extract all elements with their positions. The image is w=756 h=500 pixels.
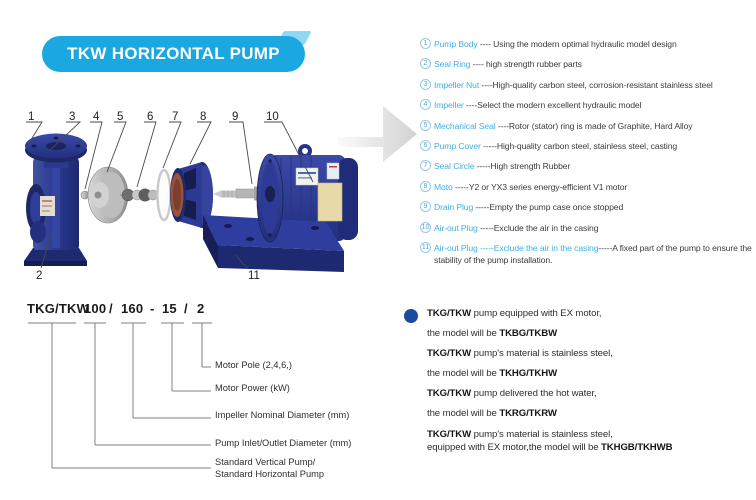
- direction-arrow-icon: [338, 106, 417, 162]
- part-description: -----A fixed part of the pump to ensure the stability of the pump installation.: [434, 242, 752, 265]
- part-name: Impeller Nut: [434, 79, 480, 90]
- annotation-motor-pole: Motor Pole (2,4,6,): [215, 360, 292, 370]
- shaft-part: [213, 187, 264, 201]
- part-description: -----Empty the pump case once stopped: [473, 202, 624, 213]
- parts-list-item: [420, 79, 756, 91]
- model-token-pole: 2: [197, 301, 205, 316]
- motor-flange-part: [257, 154, 283, 242]
- note-line: TKG/TKW pump equipped with EX motor,: [427, 308, 602, 319]
- pump-body-part: [24, 134, 87, 267]
- page-title: TKW HORIZONTAL PUMP: [67, 44, 280, 63]
- parts-list: [420, 38, 756, 274]
- model-token-power: 15: [162, 301, 177, 316]
- note-line: TKG/TKW pump's material is stainless steel,: [427, 348, 613, 359]
- part-description: ----Select the modern excellent hydraulic model: [463, 100, 642, 111]
- circled-number: 4: [420, 99, 431, 110]
- part-name: Air-out Plug: [434, 242, 478, 253]
- model-token-series: TKG/TKW: [27, 301, 90, 316]
- note-line: the model will be TKRG/TKRW: [427, 408, 557, 419]
- circled-number: 3: [420, 79, 431, 90]
- bullet-circle-icon: [404, 309, 418, 323]
- model-token-slash2: /: [184, 301, 188, 316]
- circled-number: 1: [420, 38, 431, 49]
- parts-list-item: [420, 201, 756, 213]
- part-number-10: 10: [266, 111, 279, 123]
- part-description: -----Exclude the air in the casing: [477, 222, 599, 233]
- model-token-impeller: 160: [121, 301, 144, 316]
- circled-number: 8: [420, 181, 431, 192]
- part-number-9: 9: [232, 111, 239, 123]
- part-description: -----High strength Rubber: [474, 161, 571, 172]
- part-name: Drain Plug: [434, 202, 474, 213]
- part-name: Seal Ring: [434, 59, 471, 70]
- annotation-pump-type: [215, 457, 324, 480]
- part-name: Pump Body: [434, 39, 478, 49]
- parts-list-item: [420, 58, 756, 70]
- part-name: Moto: [434, 181, 453, 192]
- note-line: equipped with EX motor,the model will be TKHGB/TKHWB: [427, 442, 673, 453]
- circled-number: 10: [421, 223, 430, 231]
- mechanical-seal-part: [120, 189, 158, 202]
- part-number-2: 2: [36, 270, 43, 282]
- model-token-inlet: 100: [84, 301, 107, 316]
- annotation-inlet-outlet: Pump Inlet/Outlet Diameter (mm): [215, 438, 352, 448]
- part-number-4: 4: [93, 111, 100, 123]
- annotation-motor-power: Motor Power (kW): [215, 383, 290, 393]
- annotation-pump-type-line1: Standard Vertical Pump/: [215, 457, 316, 467]
- parts-list-item: [420, 242, 756, 266]
- part-name: Mechanical Seal: [434, 120, 496, 131]
- model-token-slash: /: [109, 301, 113, 316]
- circled-number: 5: [420, 120, 431, 131]
- part-number-8: 8: [200, 111, 207, 123]
- title-ribbon: [42, 36, 305, 72]
- parts-list-item: [420, 222, 756, 234]
- note-line: TKG/TKW pump's material is stainless steel,: [427, 429, 613, 440]
- model-variant-notes: [427, 304, 753, 454]
- circled-number: 9: [420, 201, 431, 212]
- part-number-11: 11: [248, 270, 260, 282]
- parts-list-item: [420, 140, 756, 152]
- annotation-pump-type-line2: Standard Horizontal Pump: [215, 468, 325, 479]
- part-name: Pump Cover: [434, 140, 481, 151]
- parts-list-item: [420, 181, 756, 193]
- part-number-6: 6: [147, 111, 154, 123]
- exploded-pump-diagram: [0, 98, 430, 293]
- part-name: Seal Circle: [434, 161, 475, 172]
- part-number-7: 7: [172, 111, 179, 123]
- part-description: ---- high strength rubber parts: [470, 59, 582, 70]
- part-number-3: 3: [69, 111, 76, 123]
- part-number-5: 5: [117, 111, 124, 123]
- part-number-1: 1: [28, 111, 35, 123]
- part-name: Impeller: [434, 100, 464, 111]
- circled-number: 6: [420, 140, 431, 151]
- note-line: the model will be TKBG/TKBW: [427, 328, 558, 339]
- note-line: the model will be TKHG/TKHW: [427, 368, 558, 379]
- part-description: ---- Using the modern optimal hydraulic model design: [477, 39, 677, 49]
- part-description: ----High-quality carbon steel, corrosion-resistant stainless steel: [479, 79, 713, 90]
- part-name: Air-out Plug: [434, 222, 478, 233]
- parts-list-item: [420, 120, 756, 132]
- part-description: -----High-quality carbon steel, stainless steel, casting: [480, 140, 678, 151]
- annotation-impeller-diameter: Impeller Nominal Diameter (mm): [215, 410, 350, 420]
- parts-list-item: [420, 38, 756, 50]
- note-line: TKG/TKW pump delivered the hot water,: [427, 388, 597, 399]
- part-description-blue: -----Exclude the air in the casing: [477, 242, 599, 253]
- circled-number: 11: [421, 243, 430, 251]
- part-description: ----Rotor (stator) ring is made of Graphite, Hard Alloy: [495, 120, 693, 131]
- part-description: -----Y2 or YX3 series energy-efficient V1 motor: [452, 181, 628, 192]
- circled-number: 2: [420, 58, 431, 69]
- circled-number: 7: [420, 160, 431, 171]
- seal-circle-part: [158, 170, 171, 220]
- model-token-dash: -: [150, 301, 155, 316]
- parts-list-item: [420, 160, 756, 172]
- parts-list-item: [420, 99, 756, 111]
